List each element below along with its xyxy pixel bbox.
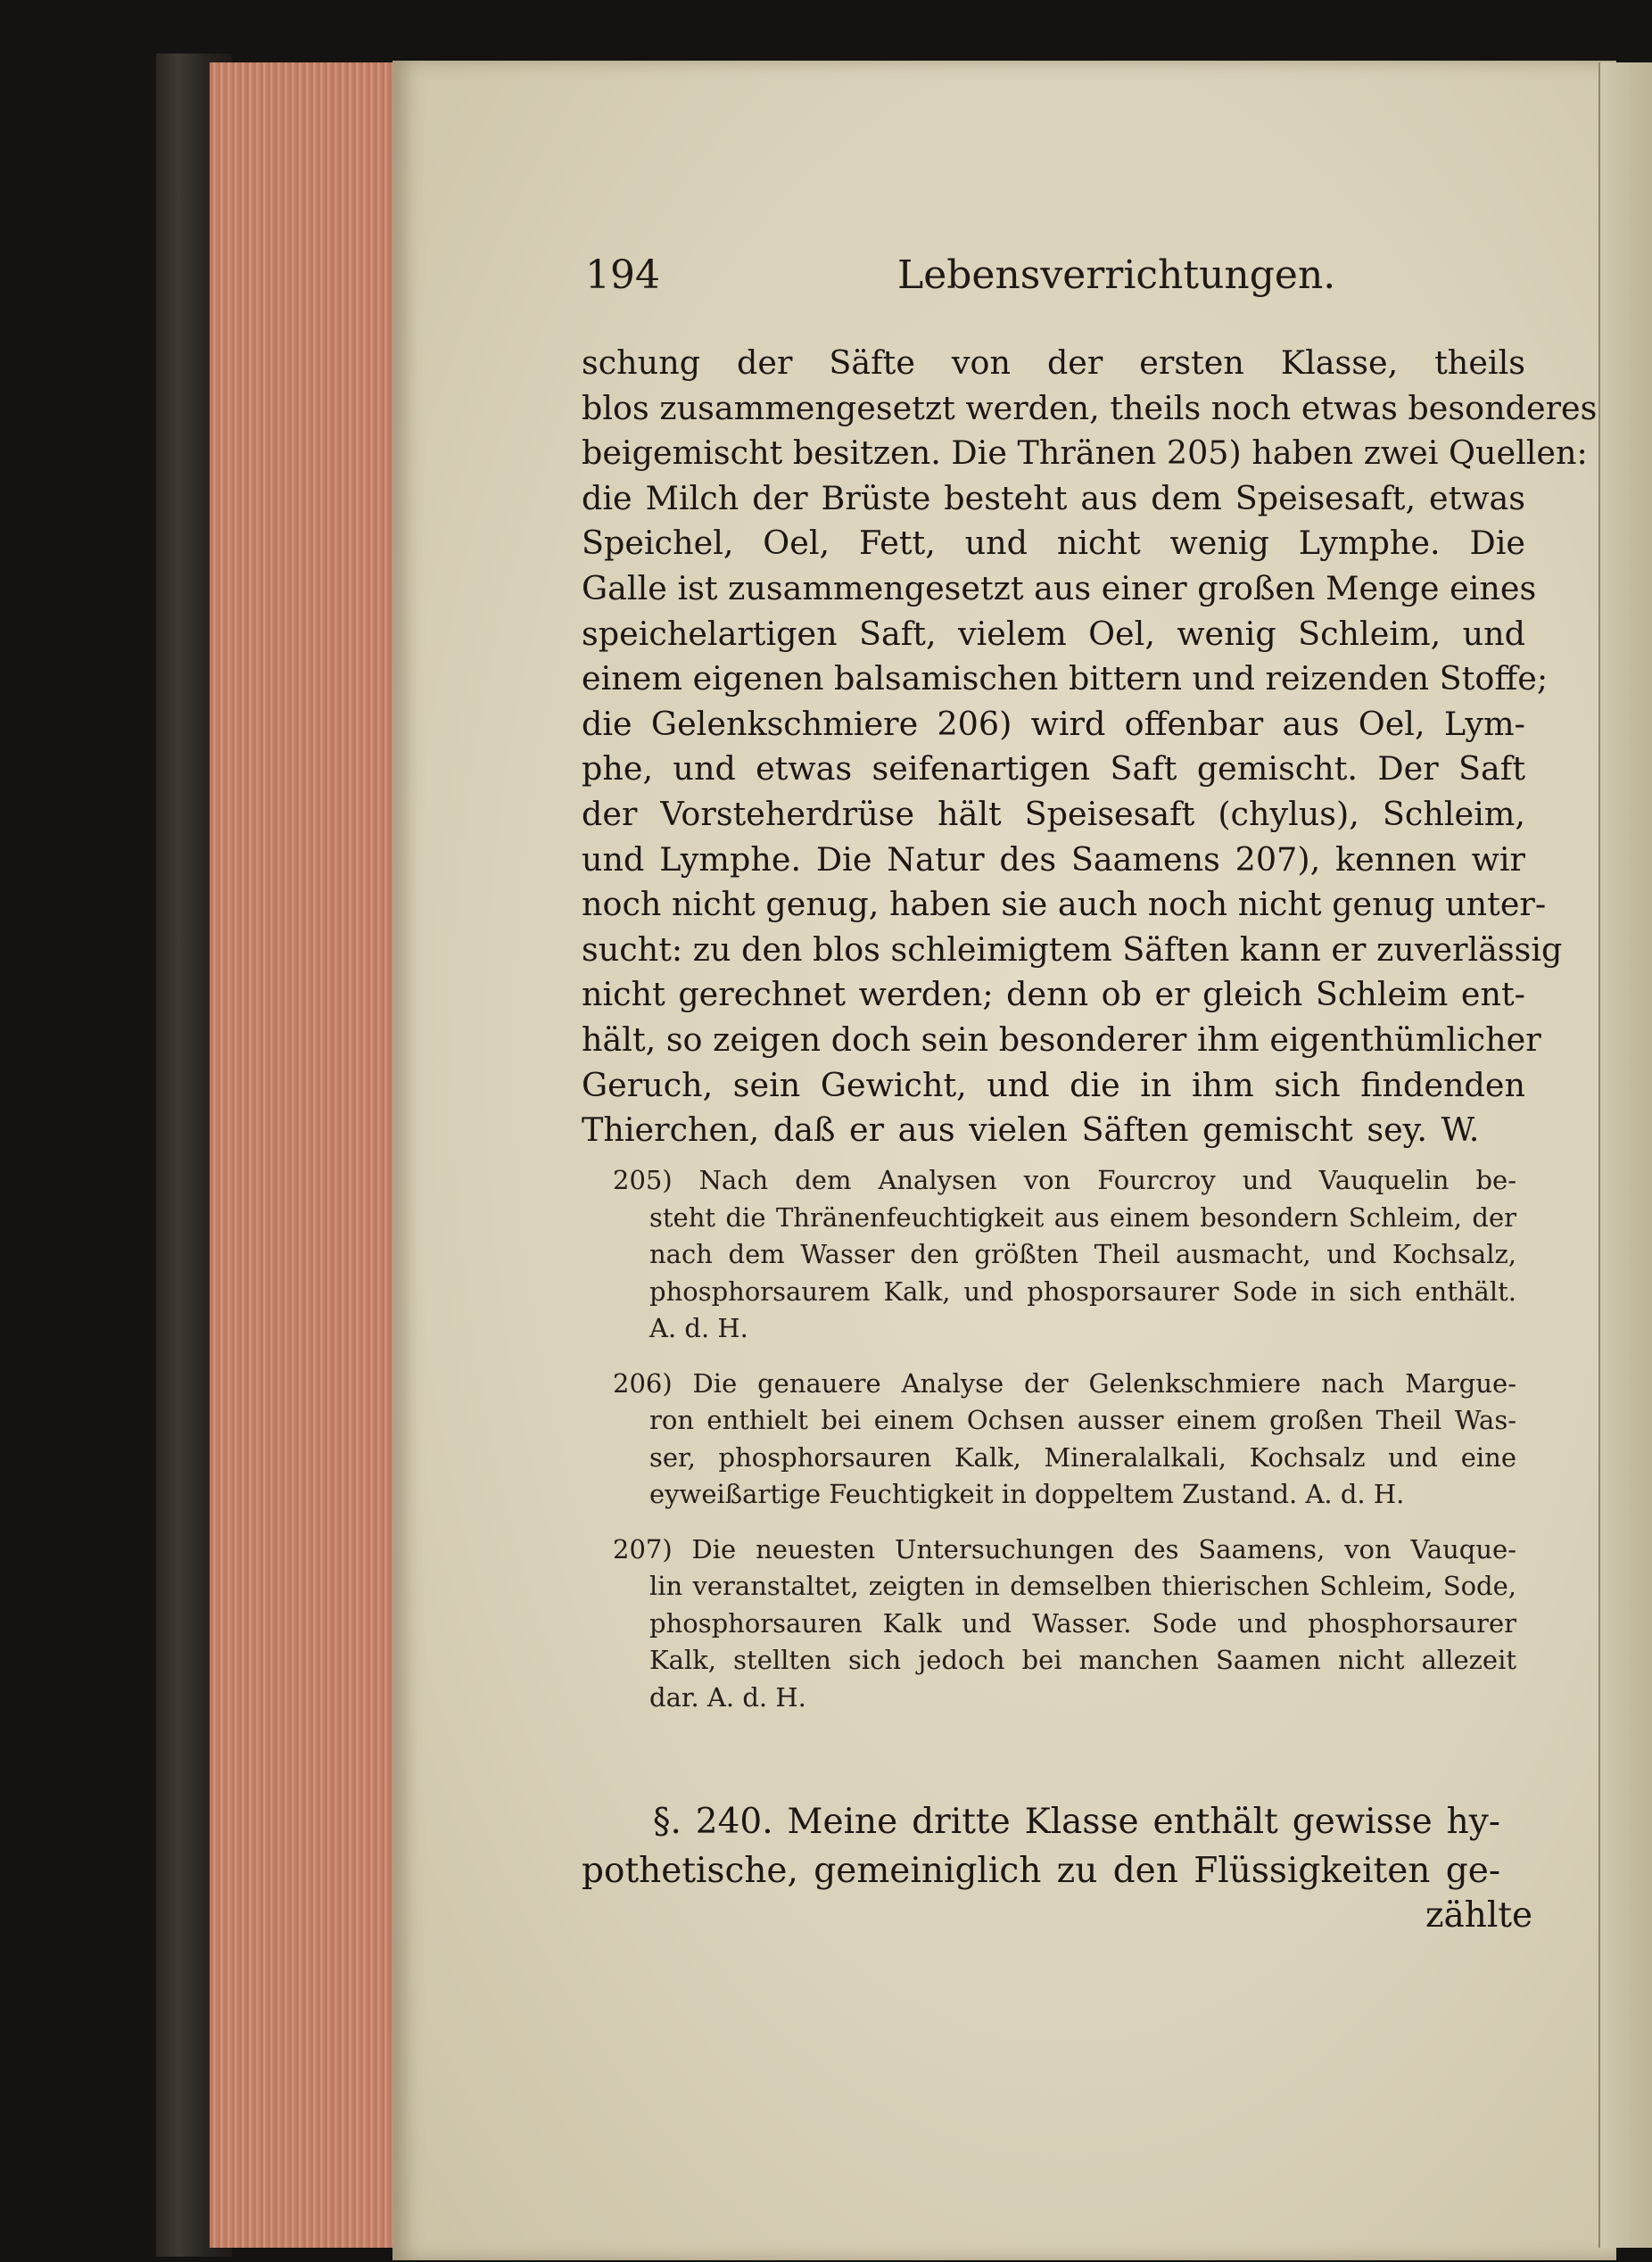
text-line: speichelartigen Saft, vielem Oel, wenig Schleim, und — [582, 614, 1525, 653]
text-line: hält, so zeigen doch sein besonderer ihm eigenthümlicher — [582, 1020, 1541, 1059]
footnote-line: eyweißartige Feuchtigkeit in doppeltem Zustand. A. d. H. — [649, 1479, 1405, 1509]
footnotes — [615, 1162, 1516, 1734]
section-240 — [582, 1797, 1500, 1895]
footnote-line: dar. A. d. H. — [649, 1681, 806, 1713]
section-line: pothetische, gemeiniglich zu den Flüssigkeiten ge- — [582, 1851, 1500, 1891]
text-line: beigemischt besitzen. Die Thränen 205) haben zwei Quellen: — [582, 433, 1588, 473]
text-line: einem eigenen balsamischen bittern und reizenden Stoffe; — [582, 659, 1549, 698]
text-line: noch nicht genug, haben sie auch noch nicht genug unter- — [582, 885, 1547, 924]
footnote-line: ser, phosphorsauren Kalk, Mineralalkali, Kochsalz und eine — [649, 1441, 1516, 1473]
text-line: Thierchen, daß er aus vielen Säften gemischt sey. W. — [582, 1110, 1480, 1150]
footnote-line: phosphorsauren Kalk und Wasser. Sode und phosphorsaurer — [649, 1607, 1516, 1639]
footnote-205 — [615, 1162, 1516, 1348]
page-number: 194 — [585, 252, 660, 298]
footnote-207 — [615, 1531, 1516, 1717]
footnote-line: nach dem Wasser den größten Theil ausmacht, und Kochsalz, — [649, 1239, 1516, 1269]
footnote-line: phosphorsaurem Kalk, und phosporsaurer Sode in sich enthält. — [649, 1275, 1516, 1307]
text-line: Geruch, sein Gewicht, und die in ihm sich findenden — [582, 1065, 1525, 1104]
text-line: nicht gerechnet werden; denn ob er gleich Schleim ent- — [582, 975, 1525, 1014]
text-line: schung der Säfte von der ersten Klasse, theils — [582, 343, 1525, 382]
catchword: zählte — [1425, 1895, 1533, 1936]
running-head: Lebensverrichtungen. — [897, 252, 1336, 298]
footnote-line: A. d. H. — [649, 1313, 748, 1343]
text-line: und Lymphe. Die Natur des Saamens 207), kennen wir — [582, 839, 1525, 879]
next-page-edge — [1598, 62, 1652, 2248]
text-line: die Gelenkschmiere 206) wird offenbar aus Oel, Lym- — [582, 704, 1525, 743]
footnote-line: steht die Thränenfeuchtigkeit aus einem besondern Schleim, der — [649, 1201, 1516, 1233]
footnote-line: 207) Die neuesten Untersuchungen des Saamens, von Vauque- — [613, 1533, 1516, 1564]
footnote-206 — [615, 1366, 1516, 1514]
footnote-line: 205) Nach dem Analysen von Fourcroy und Vauquelin be- — [613, 1165, 1516, 1195]
page-edges — [210, 62, 394, 2248]
footnote-line: Kalk, stellten sich jedoch bei manchen Saamen nicht allezeit — [649, 1645, 1516, 1675]
footnote-line: ron enthielt bei einem Ochsen ausser einem großen Theil Was- — [649, 1405, 1516, 1435]
text-line: Galle ist zusammengesetzt aus einer großen Menge eines — [582, 568, 1537, 607]
main-text — [582, 341, 1598, 1153]
section-line: §. 240. Meine dritte Klasse enthält gewisse hy- — [653, 1802, 1500, 1842]
footnote-line: lin veranstaltet, zeigten in demselben thierischen Schleim, Sode, — [649, 1571, 1516, 1601]
text-line: blos zusammengesetzt werden, theils noch etwas besonderes — [582, 388, 1598, 427]
page-header — [585, 252, 1540, 306]
text-line: die Milch der Brüste besteht aus dem Speisesaft, etwas — [582, 478, 1525, 517]
text-line: phe, und etwas seifenartigen Saft gemischt. Der Saft — [582, 749, 1525, 788]
text-line: Speichel, Oel, Fett, und nicht wenig Lymphe. Die — [582, 524, 1525, 563]
text-line: der Vorsteherdrüse hält Speisesaft (chylus), Schleim, — [582, 794, 1525, 833]
text-line: sucht: zu den blos schleimigtem Säften kann er zuverlässig — [582, 929, 1563, 969]
footnote-line: 206) Die genauere Analyse der Gelenkschmiere nach Margue- — [613, 1367, 1516, 1399]
